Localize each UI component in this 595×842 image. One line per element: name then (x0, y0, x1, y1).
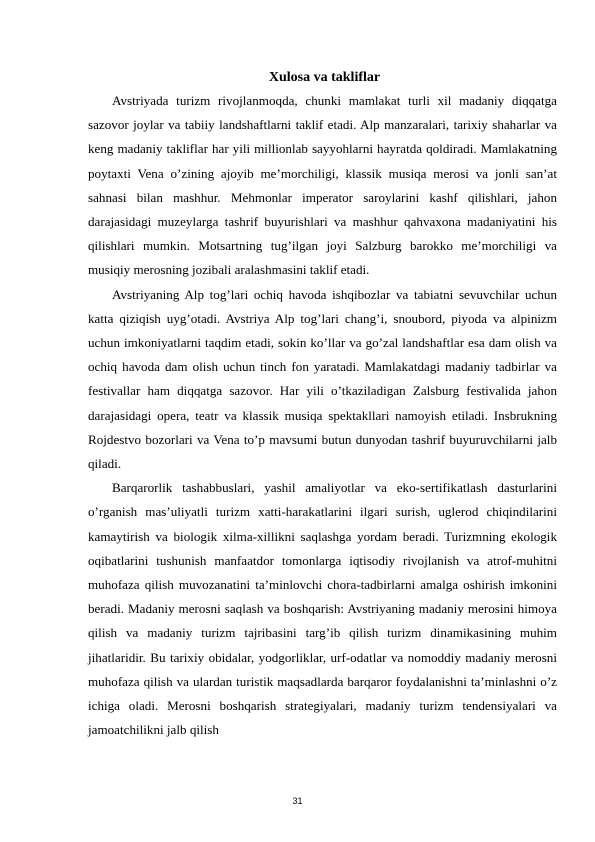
paragraph-2: Avstriyaning Alp tog’lari ochiq havoda ishqibozlar va tabiatni sevuvchilar uchun katta qiziqish uyg’otadi. Avstriya Alp tog’lari chang’i, snoubord, piyoda va alpinizm uchun imkoniyatlarni taqdim etadi, sokin ko’llar va go’zal landshaftlar esa dam olish va ochiq havoda dam olish uchun tinch fon yaratadi. Mamlakatdagi madaniy tadbirlar va festivallar ham diqqatga sazovor. Har yili o’tkaziladigan Zalsburg festivalida jahon darajasidagi opera, teatr va klassik musiqa spektakllari namoyish etiladi. Insbrukning Rojdestvo bozorlari va Vena to’p mavsumi butun dunyodan tashrif buyuruvchilarni jalb qiladi. (88, 286, 557, 472)
document-page (88, 68, 557, 742)
section-title: Xulosa va takliflar (268, 70, 381, 85)
page-number: 31 (292, 796, 303, 806)
paragraph-3: Barqarorlik tashabbuslari, yashil amaliyotlar va eko-sertifikatlash dasturlarini o’rganish mas’uliyatli turizm xatti-harakatlarini ilgari surish, uglerod chiqindilarini kamaytirish va biologik xilma-xillikni saqlashga yordam beradi. Turizmning ekologik oqibatlarini tushunish manfaatdor tomonlarga iqtisodiy rivojlanish va atrof-muhitni muhofaza qilish muvozanatini ta’minlovchi chora-tadbirlarni amalga oshirish imkonini beradi. Madaniy merosni saqlash va boshqarish: Avstriyaning madaniy merosini himoya qilish va madaniy turizm tajribasini targ’ib qilish turizm dinamikasining muhim jihatlaridir. Bu tarixiy obidalar, yodgorliklar, urf-odatlar va nomoddiy madaniy merosni muhofaza qilish va ulardan turistik maqsadlarda barqaror foydalanishni ta’minlashni o’z ichiga oladi. Merosni boshqarish strategiyalari, madaniy turizm tendensiyalari va jamoatchilikni jalb qilish (88, 480, 557, 738)
paragraph-1: Avstriyada turizm rivojlanmoqda, chunki mamlakat turli xil madaniy diqqatga sazovor joylar va tabiiy landshaftlarni taklif etadi. Alp manzaralari, tarixiy shaharlar va keng madaniy takliflar har yili millionlab sayyohlarni hayratda qoldiradi. Mamlakatning poytaxti Vena o’zining ajoyib me’morchiligi, klassik musiqa merosi va jonli san’at sahnasi bilan mashhur. Mehmonlar imperator saroylarini kashf qilishlari, jahon darajasidagi muzeylarga tashrif buyurishlari va mashhur qahvaxona madaniyatini his qilishlari mumkin. Motsartning tug’ilgan joyi Salzburg barokko me’morchiligi va musiqiy merosning jozibali aralashmasini taklif etadi. (88, 93, 557, 278)
